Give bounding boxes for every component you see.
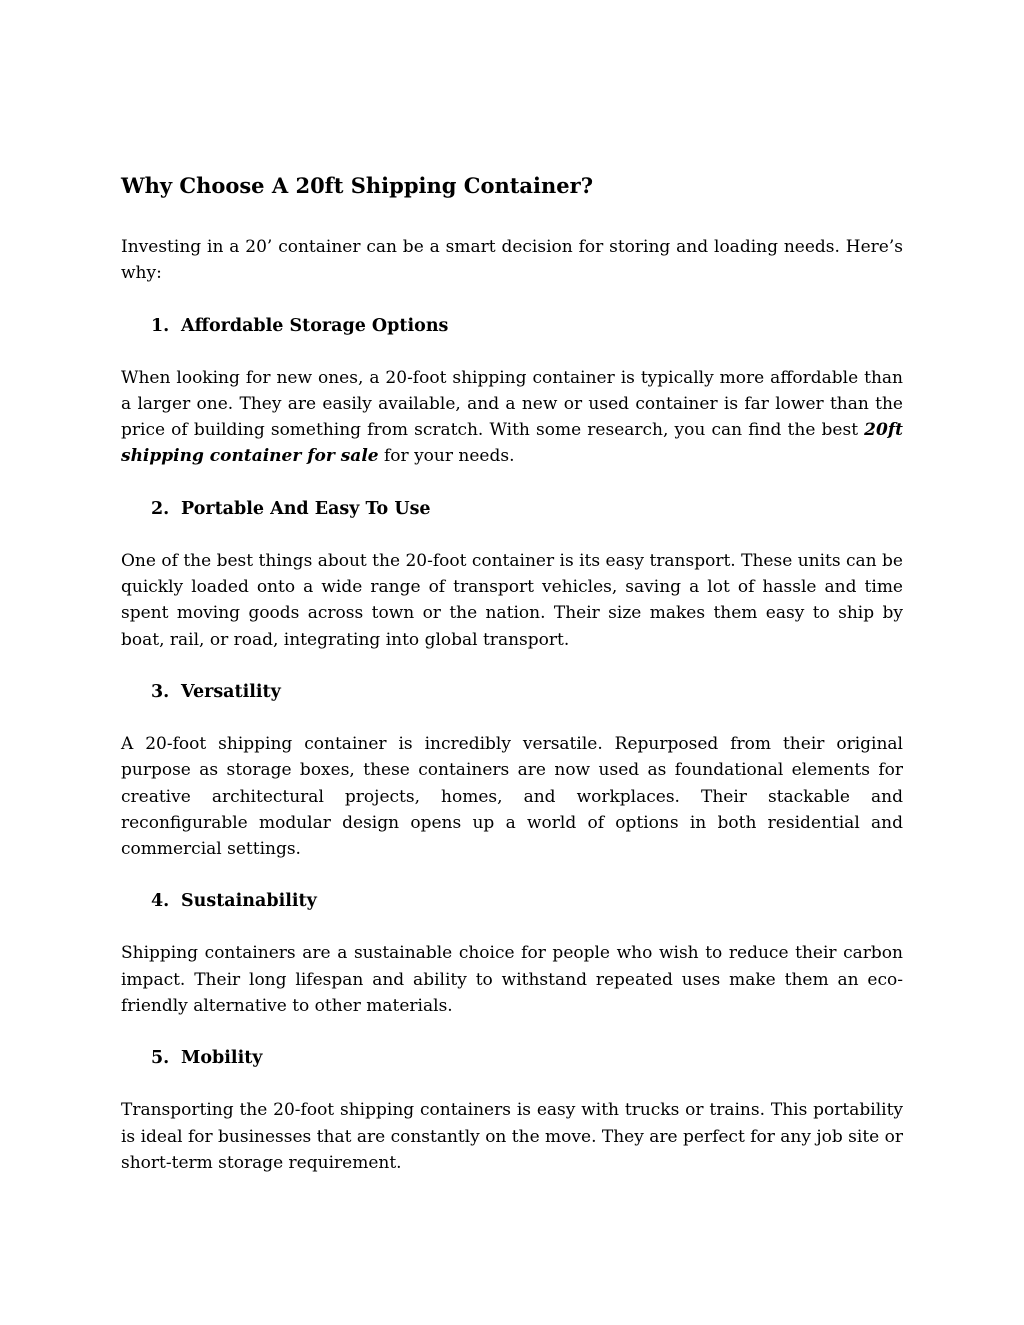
section-heading-sustainability (151, 888, 903, 914)
section-body-portable: One of the best things about the 20-foot container is its easy transport. These units can be quickly loaded onto a wide range of transport vehicles, saving a lot of hassle and time spent moving goods across town or the nation. Their size makes them easy to ship by boat, rail, or road, integrating into global transport. (121, 550, 903, 650)
section-body-versatility: A 20-foot shipping container is incredibly versatile. Repurposed from their original purpose as storage boxes, these containers are now used as foundational elements for creative architectural projects, homes, and workplaces. Their stackable and reconfigurable modular design opens up a world of options in both residential and commercial settings. (121, 733, 903, 860)
section-heading-portable (151, 496, 903, 522)
section-heading-text: Affordable Storage Options (181, 315, 449, 336)
section-number: 1. (151, 315, 170, 336)
intro-paragraph: Investing in a 20’ container can be a smart decision for storing and loading needs. Here’s why: (121, 237, 903, 284)
section-heading-affordable (151, 313, 903, 339)
page-title: Why Choose A 20ft Shipping Container? (121, 173, 594, 198)
section-number: 3. (151, 681, 170, 702)
section-heading-mobility (151, 1045, 903, 1071)
section-heading-text: Portable And Easy To Use (181, 498, 431, 519)
container-for-sale-link[interactable]: 20ft shipping container for sale (121, 420, 903, 467)
section-number: 2. (151, 498, 170, 519)
body-text-end: for your needs. (378, 446, 515, 467)
section-number: 5. (151, 1048, 170, 1069)
section-body-affordable (121, 365, 903, 470)
section-heading-versatility (151, 679, 903, 705)
section-number: 4. (151, 891, 170, 912)
section-heading-text: Mobility (181, 1048, 263, 1069)
body-text: When looking for new ones, a 20-foot shipping container is typically more affordable than a larger one. They are easily available, and a new or used container is far lower than the price of building something from scratch. With some research, you can find the best (121, 367, 903, 441)
document-page (121, 168, 903, 1202)
section-body-mobility: Transporting the 20-foot shipping containers is easy with trucks or trains. This portability is ideal for businesses that are constantly on the move. They are perfect for any job site or short-term storage requirement. (121, 1100, 903, 1173)
section-heading-text: Sustainability (181, 891, 317, 912)
section-body-sustainability: Shipping containers are a sustainable choice for people who wish to reduce their carbon impact. Their long lifespan and ability to withstand repeated uses make them an eco-friendly alternative to other materials. (121, 943, 903, 1017)
section-heading-text: Versatility (181, 681, 281, 702)
